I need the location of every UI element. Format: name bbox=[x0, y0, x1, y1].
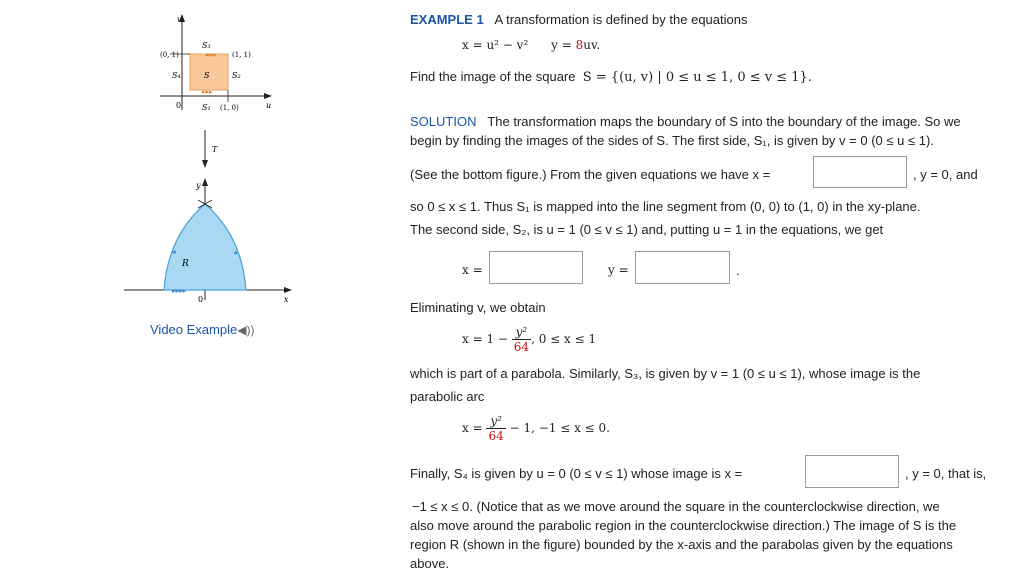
eliminating-line: Eliminating v, we obtain bbox=[410, 300, 546, 315]
solution-line-12: above. bbox=[410, 556, 450, 571]
solution-line-10: also move around the parabolic region in the counterclockwise direction.) The image of S is the bbox=[410, 518, 957, 533]
solution-line-3-suffix: , y = 0, and bbox=[913, 167, 978, 182]
answer-box-x-s4[interactable] bbox=[805, 455, 899, 488]
y-axis-label: y bbox=[196, 181, 201, 190]
solution-line-9: −1 ≤ x ≤ 0. (Notice that as we move around the square in the counterclockwise direction, we bbox=[412, 499, 940, 514]
solution-line-7: parabolic arc bbox=[410, 389, 485, 404]
region-r bbox=[164, 204, 246, 290]
v-axis-label: v bbox=[177, 15, 182, 24]
side-arrow-s1: ▸▸▸ bbox=[202, 88, 213, 96]
parabola-2-den: 64 bbox=[488, 429, 504, 443]
u-axis-arrow bbox=[264, 93, 272, 99]
s-label: S bbox=[204, 71, 210, 80]
solution-line-4: so 0 ≤ x ≤ 1. Thus S₁ is mapped into the line segment from (0, 0) to (1, 0) in the xy-plane. bbox=[410, 199, 921, 214]
right-edge-arrows: ▴ bbox=[234, 248, 238, 256]
transform-equations bbox=[462, 38, 600, 52]
xy-plane-figure bbox=[120, 176, 320, 311]
x-axis-arrow bbox=[284, 287, 292, 293]
answer-input-x-s2[interactable] bbox=[490, 252, 582, 283]
answer-box-x-s2[interactable] bbox=[489, 251, 583, 284]
video-example-label[interactable]: Video Example bbox=[150, 322, 238, 337]
transform-label: T bbox=[212, 145, 218, 154]
solution-line-2: begin by finding the images of the sides of S. The first side, S₁, is given by v = 0 (0 ≤ u ≤ 1). bbox=[410, 133, 934, 148]
parabola-1-range: , 0 ≤ x ≤ 1 bbox=[531, 332, 597, 346]
solution-line-8-prefix: Finally, S₄ is given by u = 0 (0 ≤ v ≤ 1) whose image is x = bbox=[410, 466, 743, 481]
example-intro: A transformation is defined by the equations bbox=[494, 12, 748, 27]
set-expression: S = {(u, v) | 0 ≤ u ≤ 1, 0 ≤ v ≤ 1}. bbox=[582, 70, 812, 85]
solution-line-11: region R (shown in the figure) bounded by the x-axis and the parabolas given by the equations bbox=[410, 537, 953, 552]
x-eq-label-s2: x = bbox=[462, 263, 483, 277]
solution-line-6: which is part of a parabola. Similarly, S₃, is given by v = 1 (0 ≤ u ≤ 1), whose image is the bbox=[410, 366, 921, 381]
solution-line-5: The second side, S₂, is u = 1 (0 ≤ v ≤ 1) and, putting u = 1 in the equations, we get bbox=[410, 222, 884, 237]
answer-input-x-s4[interactable] bbox=[806, 456, 898, 487]
parabola-1 bbox=[462, 325, 596, 354]
uv-plane-figure bbox=[150, 10, 440, 140]
answer-box-x-s1[interactable] bbox=[813, 156, 907, 188]
answer-input-x-s1[interactable] bbox=[814, 157, 906, 187]
s3-label: S₃ bbox=[202, 41, 211, 50]
find-line bbox=[410, 69, 812, 85]
parabola-1-den: 64 bbox=[513, 340, 530, 354]
s2-label: S₂ bbox=[232, 71, 241, 80]
speaker-icon[interactable]: ◀)) bbox=[237, 323, 255, 337]
solution-label: SOLUTION bbox=[410, 114, 477, 129]
left-edge-arrows: ◂ bbox=[172, 248, 176, 256]
parabola-2-fraction bbox=[486, 414, 505, 443]
answer-box-y-s2[interactable] bbox=[635, 251, 730, 284]
parabola-2-num: y² bbox=[486, 414, 505, 429]
parabola-2-rest: − 1, −1 ≤ x ≤ 0. bbox=[509, 421, 610, 435]
region-r-label: R bbox=[182, 259, 189, 269]
parabola-2-lhs: x = bbox=[462, 421, 483, 435]
s1-label: S₁ bbox=[202, 103, 211, 112]
example-heading: EXAMPLE 1 bbox=[410, 12, 484, 27]
solution-line-3-prefix: (See the bottom figure.) From the given equations we have x = bbox=[410, 167, 771, 182]
answer-input-y-s2[interactable] bbox=[636, 252, 729, 283]
origin-label-xy: 0 bbox=[198, 295, 204, 304]
parabola-1-lhs: x = 1 − bbox=[462, 332, 508, 346]
point-01-label: (0, 1) bbox=[160, 51, 179, 59]
point-11-label: (1, 1) bbox=[232, 51, 251, 59]
u-axis-label: u bbox=[266, 101, 272, 110]
video-example-link[interactable] bbox=[150, 322, 254, 337]
example-content bbox=[410, 0, 1020, 576]
s4-label: S₄ bbox=[172, 71, 181, 80]
parabola-1-num: y² bbox=[512, 325, 531, 340]
origin-label: 0 bbox=[176, 101, 182, 110]
period-s2: . bbox=[736, 263, 740, 278]
y-axis-arrow bbox=[202, 178, 208, 186]
figure-panel bbox=[0, 0, 395, 576]
example-header bbox=[410, 12, 747, 27]
eq-x: x = u² − v² bbox=[462, 38, 529, 52]
point-10-label: (1, 0) bbox=[220, 104, 239, 112]
solution-line-8-suffix: , y = 0, that is, bbox=[905, 466, 987, 481]
find-text: Find the image of the square bbox=[410, 69, 576, 84]
parabola-1-fraction bbox=[512, 325, 531, 354]
transform-arrow bbox=[188, 126, 228, 176]
y-eq-label-s2: y = bbox=[608, 263, 629, 277]
solution-line-1 bbox=[410, 114, 961, 129]
bottom-edge-arrows: ▸▸▸▸ bbox=[172, 287, 187, 295]
eq-y-coef: 8 bbox=[575, 38, 584, 52]
parabola-2 bbox=[462, 414, 610, 443]
eq-y-suffix: uv. bbox=[583, 38, 601, 52]
eq-y-prefix: y = bbox=[551, 38, 576, 52]
side-arrow-s3: ◂◂◂ bbox=[205, 51, 216, 59]
solution-text-1: The transformation maps the boundary of S into the boundary of the image. So we bbox=[487, 114, 961, 129]
x-axis-label: x bbox=[284, 295, 289, 304]
